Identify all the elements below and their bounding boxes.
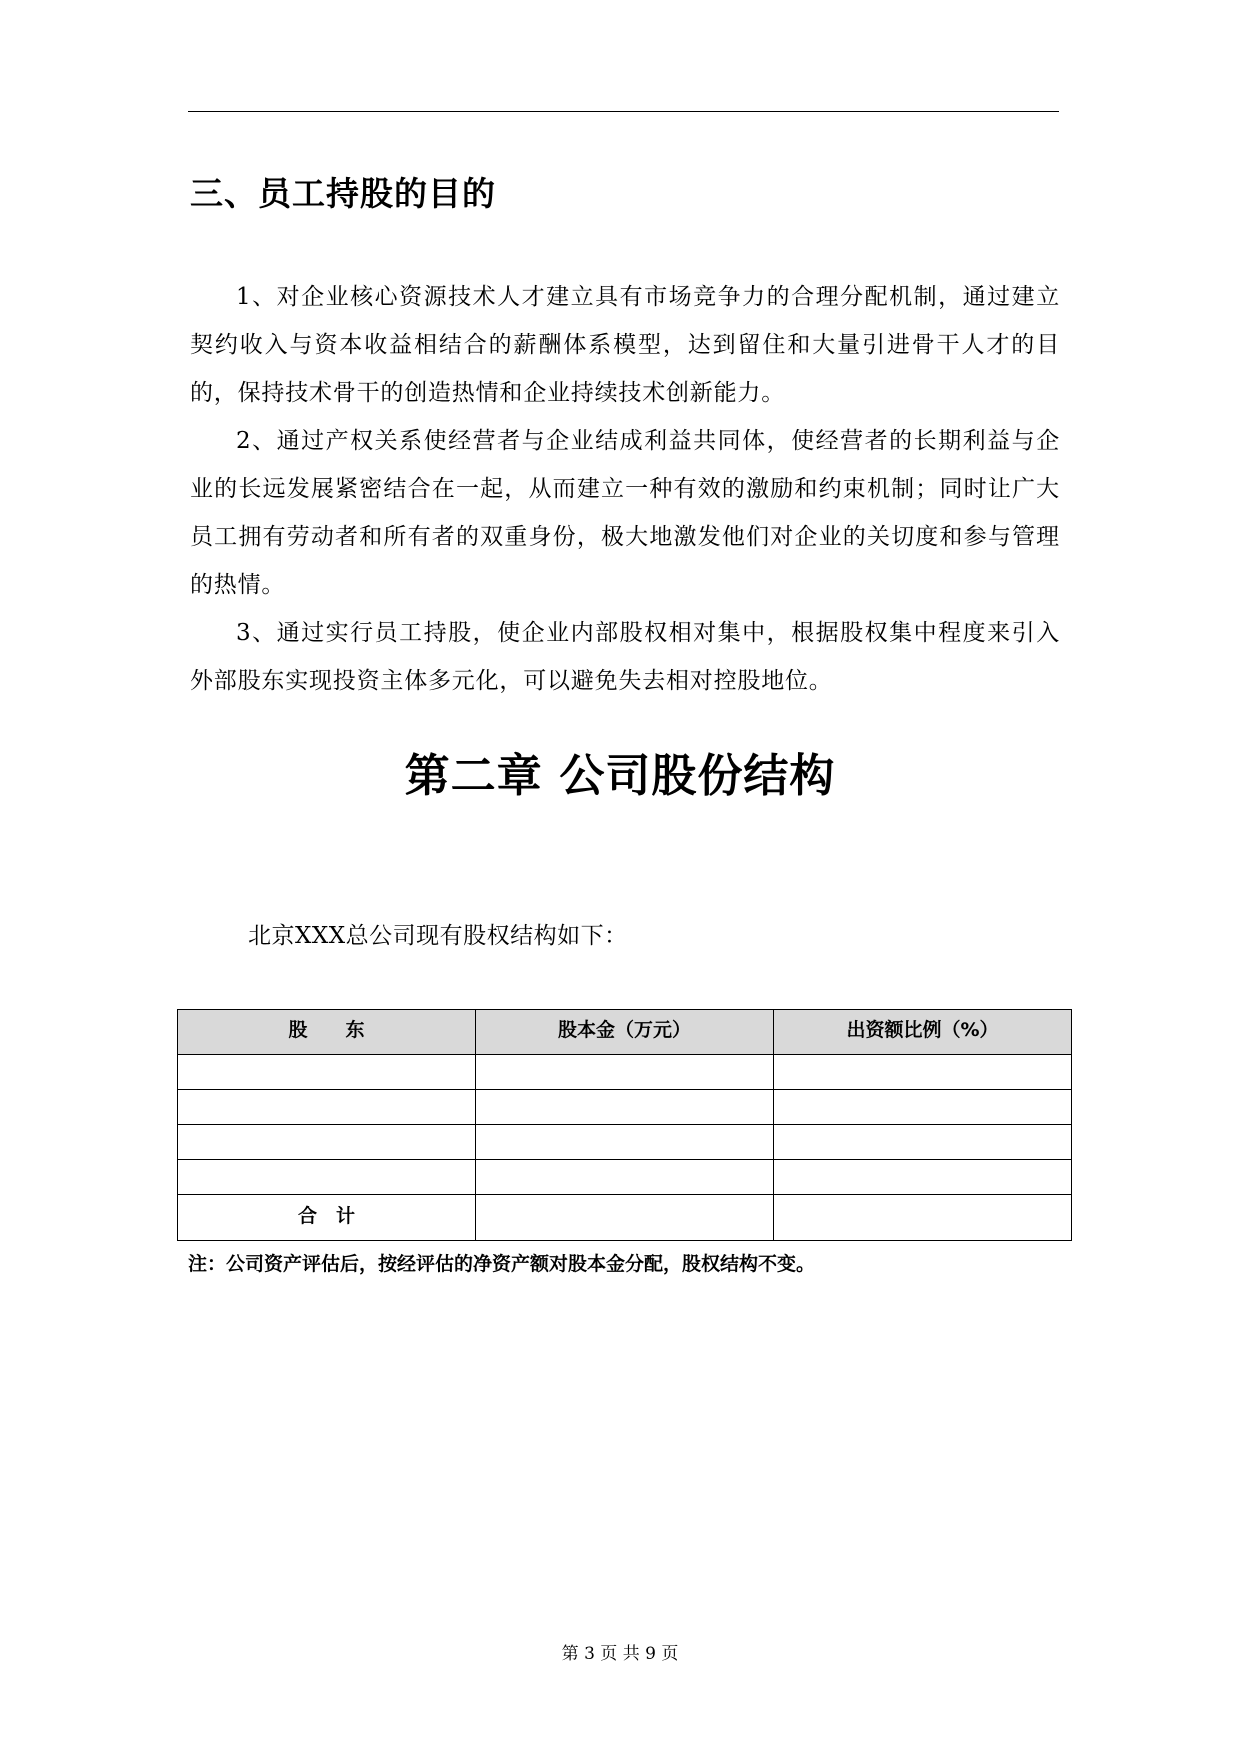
equity-structure-table xyxy=(177,1009,1072,1241)
section-title: 三、员工持股的目的 xyxy=(190,174,496,213)
table-header-row xyxy=(178,1010,1072,1055)
table-cell xyxy=(774,1055,1072,1090)
table-total-row xyxy=(178,1195,1072,1241)
table-row xyxy=(178,1160,1072,1195)
body-text xyxy=(190,273,1060,705)
total-ratio-cell xyxy=(774,1195,1072,1241)
table-row xyxy=(178,1125,1072,1160)
table-cell xyxy=(178,1055,476,1090)
table-row xyxy=(178,1090,1072,1125)
table-cell xyxy=(476,1055,774,1090)
header-rule xyxy=(188,111,1059,112)
table-intro: 北京XXX总公司现有股权结构如下： xyxy=(248,923,628,949)
column-header-shareholder: 股 东 xyxy=(178,1010,476,1055)
table-cell xyxy=(178,1160,476,1195)
table-cell xyxy=(476,1090,774,1125)
paragraph: 1、对企业核心资源技术人才建立具有市场竞争力的合理分配机制，通过建立契约收入与资本收益相结合的薪酬体系模型，达到留住和大量引进骨干人才的目的，保持技术骨干的创造热情和企业持续技术创新能力。 xyxy=(190,284,1060,406)
column-header-ratio: 出资额比例（%） xyxy=(774,1010,1072,1055)
chapter-title: 第二章 公司股份结构 xyxy=(404,749,836,802)
table-note: 注：公司资产评估后，按经评估的净资产额对股本金分配，股权结构不变。 xyxy=(188,1253,816,1275)
paragraph: 2、通过产权关系使经营者与企业结成利益共同体，使经营者的长期利益与企业的长远发展紧密结合在一起，从而建立一种有效的激励和约束机制；同时让广大员工拥有劳动者和所有者的双重身份，极大地激发他们对企业的关切度和参与管理的热情。 xyxy=(190,428,1060,598)
total-label: 合 计 xyxy=(178,1195,476,1241)
table-row xyxy=(178,1055,1072,1090)
table-cell xyxy=(178,1090,476,1125)
table-cell xyxy=(476,1125,774,1160)
table-cell xyxy=(476,1160,774,1195)
table-cell xyxy=(774,1160,1072,1195)
total-capital-cell xyxy=(476,1195,774,1241)
column-header-capital: 股本金（万元） xyxy=(476,1010,774,1055)
table-cell xyxy=(774,1125,1072,1160)
paragraph: 3、通过实行员工持股，使企业内部股权相对集中，根据股权集中程度来引入外部股东实现投资主体多元化，可以避免失去相对控股地位。 xyxy=(190,620,1060,694)
table-cell xyxy=(774,1090,1072,1125)
table-cell xyxy=(178,1125,476,1160)
page-number-footer: 第 3 页 共 9 页 xyxy=(561,1644,679,1664)
